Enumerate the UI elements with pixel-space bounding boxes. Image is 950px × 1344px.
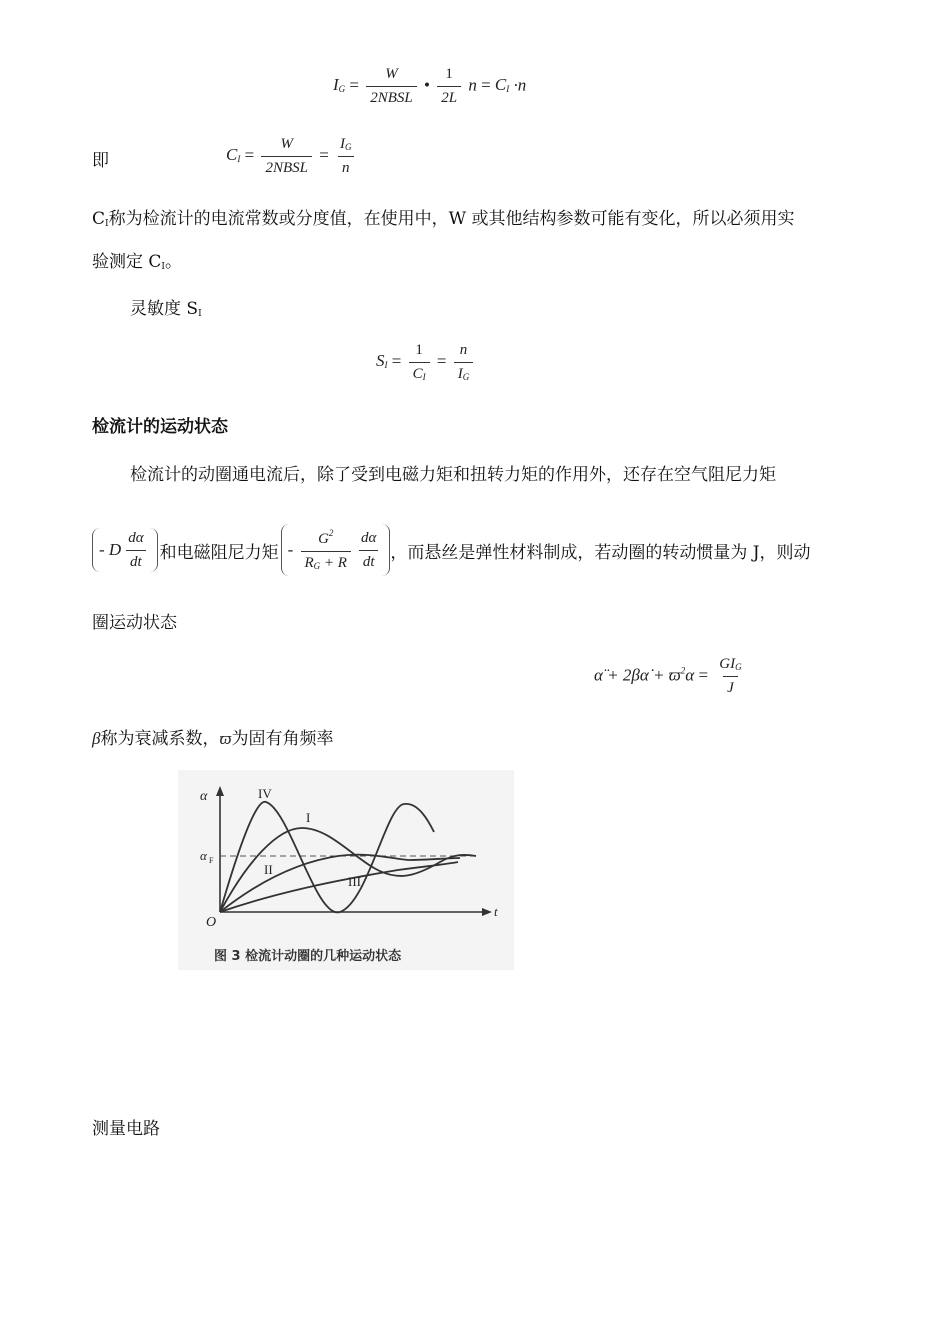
- figure-caption: 图 3 检流计动圈的几种运动状态: [214, 949, 402, 964]
- figure-graph: [178, 770, 514, 970]
- eq1-frac-w: $\frac{W}{\text{2NBSL}}$: [366, 66, 417, 107]
- eq1-frac-1: $\frac{1}{2L}$: [437, 66, 461, 107]
- x-axis-arrow: [482, 908, 492, 916]
- paragraph-coefficients: β称为衰减系数，ϖ为固有角频率: [92, 729, 334, 749]
- paragraph-current-constant: $C_I$称为检流计的电流常数或分度值，在使用中，W 或其他结构参数可能有变化，所以必须用实 验测定 $C_I$。: [92, 209, 795, 272]
- eq1-ci: $C_I$: [494, 75, 510, 95]
- eq1-lhs: $I_G$: [333, 75, 346, 95]
- air-damping-term: - D $\frac{d\alpha}{dt}$: [92, 528, 158, 572]
- curve-label-ii: II: [264, 862, 273, 877]
- curve-label-i: I: [306, 810, 311, 825]
- section-heading-circuit: 测量电路: [92, 1119, 160, 1139]
- section-heading-motion: 检流计的运动状态: [92, 417, 228, 437]
- y-axis-label: α: [200, 789, 208, 804]
- x-axis-label: t: [494, 904, 498, 919]
- sensitivity-label: 灵敏度 $S_I$: [130, 299, 202, 319]
- alpha-f-subscript: F: [209, 856, 214, 865]
- paragraph-motion-line3: 圈运动状态: [92, 613, 177, 633]
- equation-current: $I_G$ = $\frac{W}{\text{2NBSL}}$ • $\frac{1}{2L}$ $n = C_I \cdot n$: [333, 66, 527, 106]
- alpha-f-label: α: [200, 848, 207, 863]
- y-axis-arrow: [216, 786, 224, 796]
- curve-ii: [220, 855, 460, 912]
- equation-motion: α̈ + 2βα̇ + $ϖ^2\alpha$ = $\frac{GI_G}{J}$: [594, 656, 742, 696]
- curve-label-iii: III: [348, 874, 361, 889]
- em-damping-term: - $\frac{G^2}{R_G + R}$ $\frac{d\alpha}{dt}$: [281, 524, 391, 576]
- eq2-label: 即: [92, 151, 109, 171]
- origin-label: O: [206, 915, 217, 930]
- paragraph-motion-line1: 检流计的动圈通电流后，除了受到电磁力矩和扭转力矩的作用外，还存在空气阻尼力矩: [130, 465, 776, 485]
- equation-sensitivity: $S_I$ = $\frac{1}{C_I}$ = $\frac{n}{I_G}$: [376, 342, 476, 383]
- figure-motion-states: [178, 770, 514, 970]
- equation-ci: $C_I$ = $\frac{W}{\text{2NBSL}}$ = $\frac{I_G}{n}$: [226, 136, 352, 176]
- curve-label-iv: IV: [258, 786, 272, 801]
- paragraph-motion-line2: - D $\frac{d\alpha}{dt}$ 和电磁阻尼力矩 - $\frac{G^2}{R_G + R}$ $\frac{d\alpha}{dt}$ ，而悬丝是弹性材料制成，若动圈的转动惯量为 J，则动: [92, 524, 811, 576]
